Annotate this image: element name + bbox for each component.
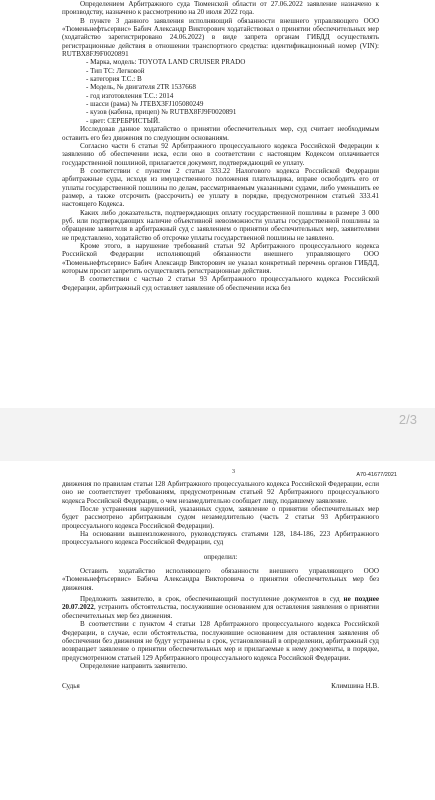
paragraph: Оставить ходатайство исполняющего обязанности внешнего управляющего ООО «Тюменьнефтьсервис» Бабича Александра Викторовича о принятии обеспечительных мер без движения. (62, 567, 379, 592)
paragraph: В пункте 3 данного заявления исполняющий обязанности внешнего управляющего ООО «Тюменьнефтьсервис» Бабич Александр Викторович ходатайствовал о принятии обеспечительных мер (ходатайство зарегистрировано 24.06.2022) в виде запрета органам ГИБДД осуществлять регистрационные действия в отношении транспортного средства: идентификационный номер (VIN): RUTBX8FJ9F0020891 (62, 16, 379, 59)
page-separator (0, 408, 435, 461)
paragraph: Согласно части 6 статьи 92 Арбитражного процессуального кодекса Российской Федерации к заявлению об обеспечении иска, если оно в соответствии с настоящим Кодексом оплачивается государственной пошлиной, прилагается документ, подтверждающий ее уплату. (62, 141, 379, 167)
signature-block (62, 682, 379, 690)
case-number: А70-41677/2021 (356, 472, 397, 478)
paragraph: Определением Арбитражного суда Тюменской области от 27.06.2022 заявление назначено к производству, назначено к рассмотрению на 20 июля 2022 года. (62, 0, 379, 17)
paragraph: В соответствии с пунктом 4 статьи 128 Арбитражного процессуального кодекса Российской Федерации, в случае, если обстоятельства, послужившие основанием для оставления заявления об обеспечении без движения не будут устранены в срок, установленный в определении, арбитражный суд возвращает заявление о принятии обеспечительных мер и прилагаемые к нему документы, в порядке, предусмотренном статьей 129 Арбитражного процессуального кодекса Российской Федерации. (62, 620, 379, 662)
list-item: - кузов (кабина, прицеп) № RUTBX8FJ9F0020891 (86, 108, 237, 117)
paragraph: Кроме этого, в нарушение требований статьи 92 Арбитражного процессуального кодекса Российской Федерации исполняющий обязанности внешнего управляющего ООО «Тюменьнефтьсервис» Бабич Александр Викторович не указал конкретный перечень органов ГИБДД, которым просит запретить осуществлять регистрационные действия. (62, 241, 379, 275)
list-item: - категория Т.С.: В (86, 75, 142, 84)
list-item: - шасси (рама) № JTEBX3FJ105080249 (86, 100, 204, 109)
deadline-date: не позднее 20.07.2022 (62, 595, 379, 612)
paragraph: В соответствии с частью 2 статьи 93 Арбитражного процессуального кодекса Российской Федерации, арбитражный суд оставляет заявление об обеспечении иска без (62, 275, 379, 292)
paragraph: Определение направить заявителю. (80, 661, 188, 670)
paragraph: В соответствии с пунктом 2 статьи 333.22 Налогового кодекса Российской Федерации арбитражные суды, исходя из имущественного положения плательщика, вправе освободить его от уплаты государственной пошлины по делам, рассматриваемым указанными судами, либо уменьшить ее размер, а также отсрочить (рассрочить) ее уплату в порядке, предусмотренном статьей 333.41 настоящего Кодекса. (62, 166, 379, 209)
page-number: 3 (232, 469, 235, 475)
paragraph: Каких либо доказательств, подтверждающих оплату государственной пошлины в размере 3 000 руб. или подтверждающих наличие объективной невозможности уплаты государственной пошлины за обращение заявителя в арбитражный суд с заявлением о принятии обеспечительных мер, заявителями не представлено, ходатайство об отсрочке уплаты государственной пошлины не заявлено. (62, 208, 379, 242)
page-header (62, 466, 397, 480)
list-item: - Модель, № двигателя 2TR 1537668 (86, 83, 196, 92)
paragraph: Исследовав данное ходатайство о принятии обеспечительных мер, суд считает необходимым оставить его без движения по следующим основаниям. (62, 125, 379, 142)
list-item: - Марка, модель: TOYOTA LAND CRUISER PRADO (86, 58, 246, 67)
paragraph: движения по правилам статьи 128 Арбитражного процессуального кодекса Российской Федерации, если оно не соответствует требованиям, предусмотренным статьей 92 Арбитражного процессуального кодекса Российской Федерации, о чем незамедлительно сообщает лицу, подавшему заявление. (62, 480, 379, 505)
document-page-3 (0, 461, 435, 800)
page-indicator: 2/3 (398, 412, 417, 427)
paragraph: После устранения нарушений, указанных судом, заявление о принятии обеспечительных мер будет рассмотрено арбитражным судом незамедлительно (часть 2 статьи 93 Арбитражного процессуального кодекса Российской Федерации). (62, 505, 379, 530)
list-item: - цвет: СЕРЕБРИСТЫЙ. (86, 116, 160, 125)
list-item: - год изготовления Т.С.: 2014 (86, 91, 174, 100)
vehicle-list (62, 58, 379, 125)
paragraph: На основании вышеизложенного, руководствуясь статьями 128, 184-186, 223 Арбитражного процессуального кодекса Российской Федерации, суд (62, 530, 379, 547)
paragraph: Предложить заявителю, в срок, обеспечивающий поступление документов в суд не позднее 20.07.2022, устранить обстоятельства, послужившие основанием для оставления заявления о принятии обеспечительных мер без движения. (62, 595, 379, 620)
signature-name: Климшина Н.В. (331, 682, 379, 691)
list-item: - Тип ТС: Легковой (86, 66, 145, 75)
ruling-heading: определил: (203, 552, 238, 561)
signature-title: Судья (62, 682, 80, 691)
